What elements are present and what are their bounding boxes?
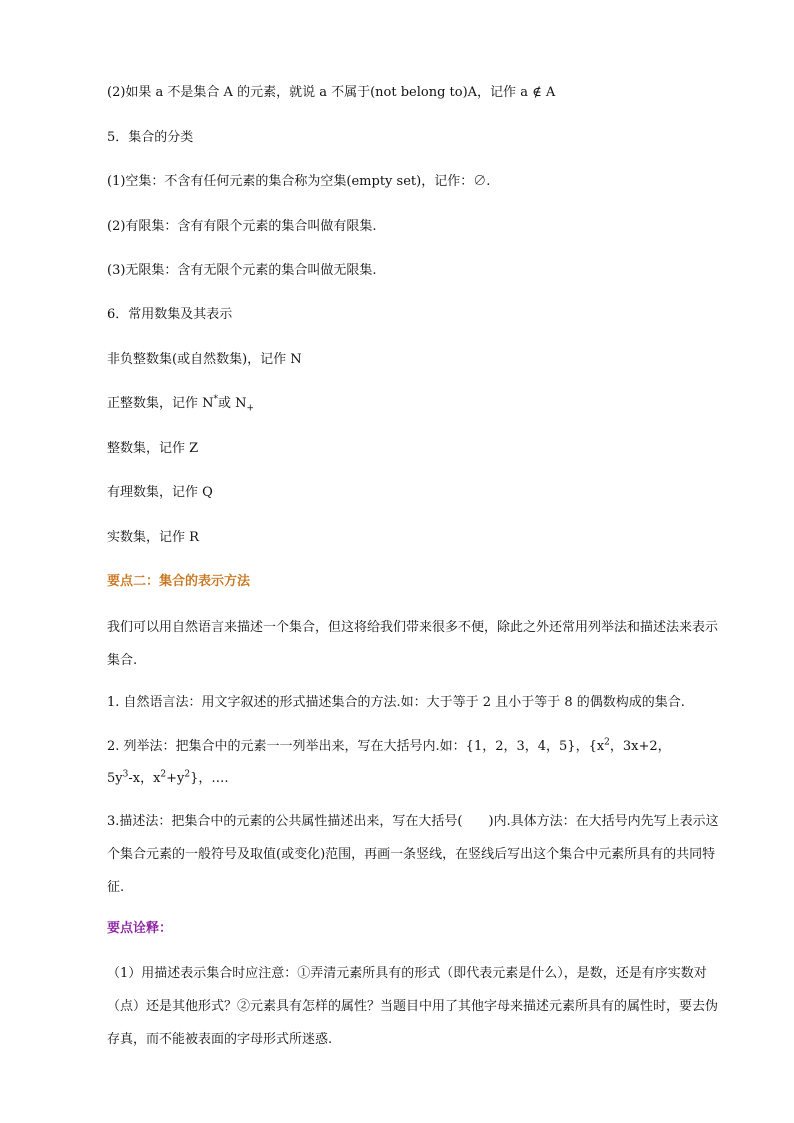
enum-x: -x，x <box>128 771 161 786</box>
exp-2b: 2 <box>160 769 167 780</box>
infinite-set-definition: (3)无限集：含有无限个元素的集合叫做无限集. <box>107 263 377 278</box>
exp-3: 3 <box>122 769 129 780</box>
description-method: 3.描述法：把集合中的元素的公共属性描述出来，写在大括号( )内.具体方法：在大括号内先写上表示这个集合元素的一般符号及取值(或变化)范围，再画一条竖线，在竖线后写出这个集合中元素所具有的共同特征. <box>107 814 719 895</box>
enumeration-text-b: ，3x+2， <box>609 739 671 754</box>
empty-set-definition: (1)空集：不含有任何元素的集合称为空集(empty set)，记作：∅. <box>107 174 491 189</box>
rationals-line: 有理数集，记作 Q <box>107 485 213 500</box>
enumeration-method-line2 <box>107 770 229 788</box>
integers-line: 整数集，记作 Z <box>107 441 199 456</box>
star-superscript: * <box>213 394 219 405</box>
representation-intro: 我们可以用自然语言来描述一个集合，但这将给我们带来很多不便，除此之外还常用列举法和描述法来表示集合. <box>107 620 719 668</box>
natural-language-method: 1. 自然语言法：用文字叙述的形式描述集合的方法.如：大于等于 2 且小于等于 8 的偶数构成的集合. <box>107 695 685 710</box>
enumeration-text-a: 2. 列举法：把集合中的元素一一列举出来，写在大括号内.如：{1，2，3，4，5}，{x <box>107 739 605 754</box>
enumeration-method-line1 <box>107 738 671 756</box>
finite-set-definition: (2)有限集：含有有限个元素的集合叫做有限集. <box>107 219 377 234</box>
reals-line: 实数集，记作 R <box>107 530 199 545</box>
section-heading-representation: 要点二：集合的表示方法 <box>107 574 251 589</box>
number-sets-heading: 6．常用数集及其表示 <box>107 307 233 322</box>
notes-item-1: （1）用描述表示集合时应注意：①弄清元素所具有的形式（即代表元素是什么），是数，还是有序实数对（点）还是其他形式？②元素具有怎样的属性？当题目中用了其他字母来描述元素所具有的属性时，要去伪存真，而不能被表面的字母形式所迷惑. <box>107 966 719 1047</box>
positive-integers-or: 或 N <box>218 396 247 411</box>
positive-integers-line <box>107 395 254 413</box>
positive-integers-text: 正整数集，记作 N <box>107 396 214 411</box>
exp-2c: 2 <box>184 769 191 780</box>
plus-subscript: + <box>246 403 255 414</box>
natural-numbers-line: 非负整数集(或自然数集)，记作 N <box>107 352 302 367</box>
not-belong-definition: (2)如果 a 不是集合 A 的元素，就说 a 不属于(not belong to)A，记作 a ∉ A <box>107 85 556 100</box>
exp-2: 2 <box>604 737 610 748</box>
enum-end: }，…. <box>190 771 229 786</box>
classification-heading: 5．集合的分类 <box>107 130 194 145</box>
enum-y: +y <box>166 771 185 786</box>
notes-heading: 要点诠释： <box>107 921 173 936</box>
enum-5y: 5y <box>107 771 123 786</box>
